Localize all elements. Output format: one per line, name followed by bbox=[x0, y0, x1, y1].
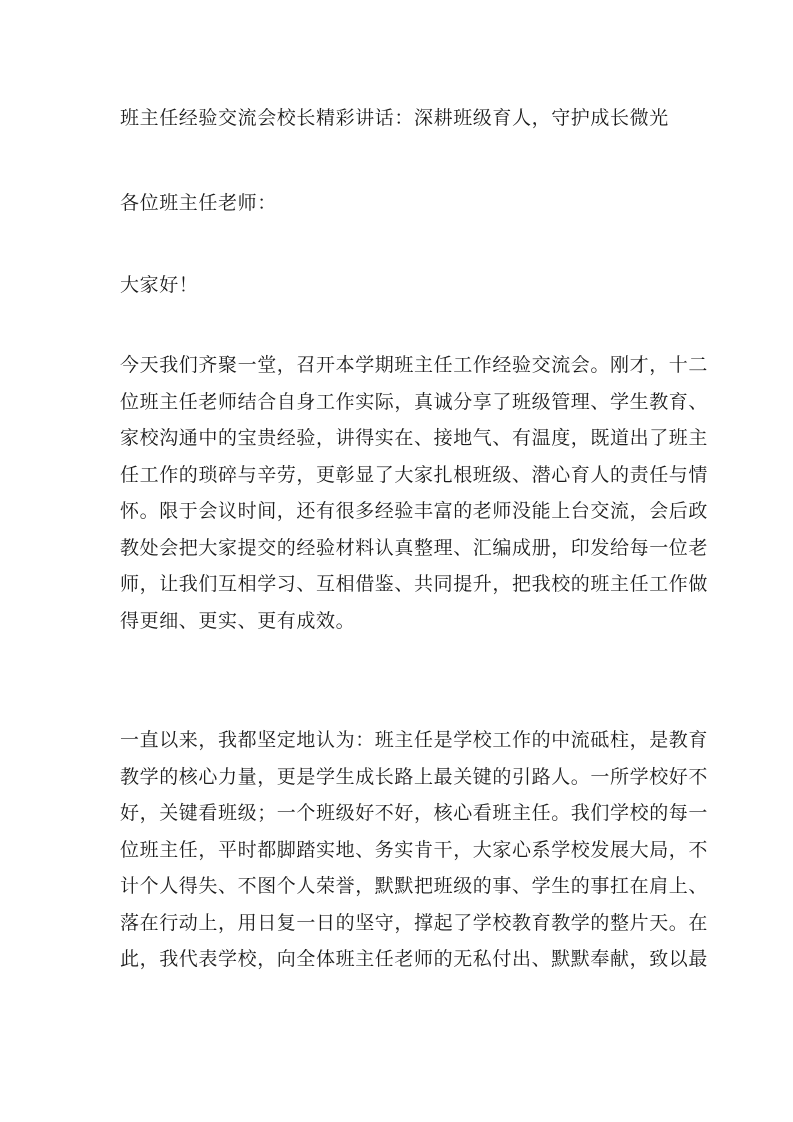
paragraph-line: 怀。限于会议时间，还有很多经验丰富的老师没能上台交流，会后政 bbox=[120, 500, 709, 522]
paragraph-1 bbox=[120, 347, 709, 639]
paragraph-line: 任工作的琐碎与辛劳，更彰显了大家扎根班级、潜心育人的责任与情 bbox=[120, 463, 709, 486]
document-title: 班主任经验交流会校长精彩讲话：深耕班级育人，守护成长微光 bbox=[120, 107, 669, 129]
salutation: 各位班主任老师： bbox=[120, 192, 277, 214]
paragraph-line: 得更细、更实、更有成效。 bbox=[120, 609, 356, 632]
paragraph-line: 一直以来，我都坚定地认为：班主任是学校工作的中流砥柱，是教育 bbox=[120, 729, 709, 751]
paragraph-line: 位班主任老师结合自身工作实际，真诚分享了班级管理、学生教育、 bbox=[120, 390, 709, 413]
paragraph-line: 好，关键看班级；一个班级好不好，核心看班主任。我们学校的每一 bbox=[120, 802, 709, 824]
paragraph-line: 教处会把大家提交的经验材料认真整理、汇编成册，印发给每一位老 bbox=[120, 536, 709, 559]
paragraph-line: 今天我们齐聚一堂，召开本学期班主任工作经验交流会。刚才，十二 bbox=[120, 354, 709, 376]
paragraph-line: 此，我代表学校，向全体班主任老师的无私付出、默默奉献，致以最 bbox=[120, 948, 709, 970]
paragraph-line: 教学的核心力量，更是学生成长路上最关键的引路人。一所学校好不 bbox=[120, 765, 709, 788]
paragraph-2 bbox=[120, 722, 709, 978]
paragraph-line: 位班主任，平时都脚踏实地、务实肯干，大家心系学校发展大局，不 bbox=[120, 838, 709, 861]
greeting: 大家好！ bbox=[120, 274, 199, 296]
paragraph-line: 师，让我们互相学习、互相借鉴、共同提升，把我校的班主任工作做 bbox=[120, 573, 709, 595]
paragraph-line: 计个人得失、不图个人荣誉，默默把班级的事、学生的事扛在肩上、 bbox=[120, 875, 709, 897]
paragraph-line: 家校沟通中的宝贵经验，讲得实在、接地气、有温度，既道出了班主 bbox=[120, 427, 709, 449]
paragraph-line: 落在行动上，用日复一日的坚守，撑起了学校教育教学的整片天。在 bbox=[120, 911, 709, 934]
